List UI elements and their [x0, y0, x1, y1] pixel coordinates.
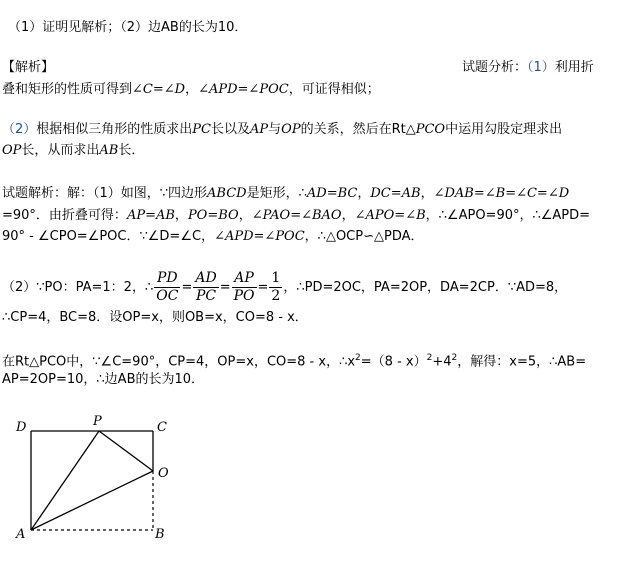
solution-2a: （2）∵PO：PA=1：2，∴ $\frac{PD}{OC}$ = $\frac{AD}{PC}$ = $\frac{AP}{PO}$ = $\frac{1}{2}$ ，∴PD=2OC，PA=2OP，DA=2CP．∵AD=8， — [2, 270, 568, 304]
solution-1b: =90°．由折叠可得：AP=AB，PO=BO，∠PAO=∠BAO，∠APO=∠B，∴∠APO=90°，∴∠APD= — [2, 208, 591, 223]
label-b: B — [155, 527, 165, 542]
solution-2b: ∴CP=4，BC=8．设OP=x，则OB=x，CO=8 - x． — [2, 310, 308, 325]
solution-3b: AP=2OP=10，∴边AB的长为10． — [2, 372, 205, 387]
edge-po — [99, 431, 153, 471]
analysis-1: 叠和矩形的性质可得到∠C=∠D，∠APD=∠POC，可证得相似； — [2, 82, 380, 97]
label-d: D — [16, 420, 27, 435]
analysis-2b: OP长，从而求出AB长． — [2, 143, 145, 158]
edge-ao — [31, 471, 153, 530]
solution-1a: 试题解析：解：（1）如图，∵四边形ABCD是矩形，∴AD=BC，DC=AB，∠DAB=∠B=∠C=∠D — [2, 186, 570, 201]
label-o: O — [158, 466, 169, 481]
solution-3a: 在Rt△PCO中，∵∠C=90°，CP=4，OP=x，CO=8 - x，$\therefore x^2=(8 - x)^2+4^2$，解得：x=5，∴AB= — [2, 353, 587, 370]
analysis-heading: 【解析】 — [2, 60, 55, 75]
label-p: P — [93, 414, 102, 429]
label-a: A — [16, 527, 26, 542]
analysis-intro: 试题分析：（1）利用折 — [462, 60, 594, 75]
analysis-2a: （2）根据相似三角形的性质求出PC长以及AP与OP的关系，然后在Rt△PCO中运用勾股定理求出 — [2, 122, 563, 137]
solution-1c: 90° - ∠CPO=∠POC．∵∠D=∠C，∠APD=∠POC，∴△OCP∽△PDA． — [2, 229, 424, 244]
label-c: C — [157, 420, 167, 435]
edge-ap — [31, 431, 99, 530]
geometry-figure — [0, 405, 200, 550]
answer-line: （1）证明见解析；（2）边AB的长为10． — [8, 20, 248, 35]
